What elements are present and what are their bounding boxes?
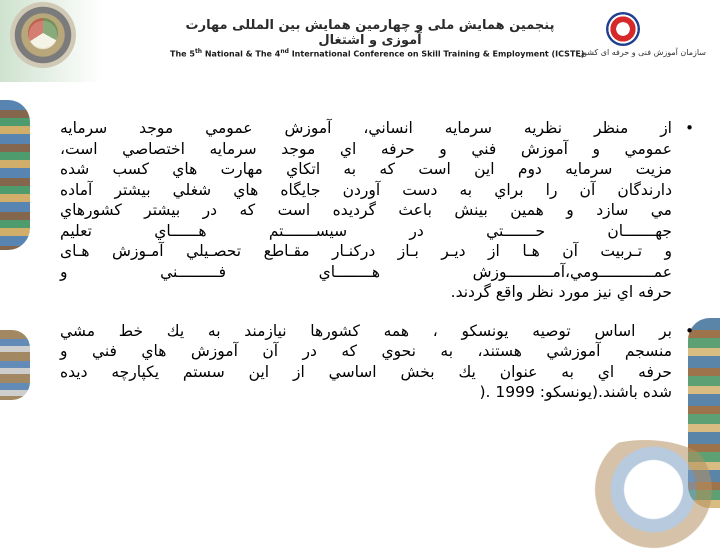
organization-logo-icon — [606, 12, 640, 46]
text-line: و تـربيت آن هـا از ديـر بـاز دركنـار مقـاطع تحصـيلي آمـوزش هـای — [60, 242, 672, 260]
bullet-icon: • — [685, 119, 694, 137]
conference-title-persian: پنجمین همایش ملی و چهارمین همایش بین المللی مهارت آموزی و اشتغال — [185, 18, 555, 48]
bullet-item — [60, 321, 694, 403]
bullet-icon: • — [685, 321, 694, 340]
text-line: عمــــــــــــومي،آمــــــــــوزش هــــــــاي فـــــــــني و — [60, 262, 672, 281]
gear-collage-bottom-icon — [560, 440, 720, 550]
bullet-item — [60, 118, 694, 303]
text-line: جهـــــــان حـــــــتي در سيســـــــتم هــــــاي تعليم — [60, 221, 672, 240]
conference-title-english: The 5th National & The 4nd International Conference on Skill Training & Employment (ICSTE) — [170, 48, 585, 59]
gear-collage-left-icon — [0, 100, 30, 250]
text-line: حرفه اي نيز مورد نظر واقع گردند. — [450, 283, 672, 301]
header-banner — [0, 0, 720, 82]
text-line: منسجم آموزشي هستند، به نحوي كه در آن آموزش هاي فني و — [60, 342, 672, 360]
text-line: از منظر نظريه سرمايه انساني، آموزش عمومي موجد سرمايه — [60, 119, 672, 137]
text-line: حرفه اي به عنوان يك بخش اساسي از اين سستم يكپارچه ديده — [60, 362, 672, 381]
text-line: دارندگان آن را براي به دست آوردن جايگاه هاي شغلي بيشتر آماده — [60, 180, 672, 199]
text-line: بر اساس توصيه يونسكو ، همه كشورها نيازمند به يك خط مشي — [60, 321, 672, 340]
text-line: عمومي و آموزش فني و حرفه اي موجد سرمايه اختصاصي است، — [60, 139, 672, 158]
bullet-list — [60, 118, 694, 403]
organization-name: سازمان آموزش فنی و حرفه ای کشور — [579, 48, 706, 57]
conference-emblem-icon — [10, 2, 76, 68]
text-line: شده باشند.(يونسكو: 1999 .( — [479, 383, 672, 401]
text-line: مزيت سرمايه دوم اين است كه به اتكاي مهارت هاي كسب شده — [60, 160, 672, 178]
gear-collage-left-lower-icon — [0, 330, 30, 400]
slide-body — [60, 118, 694, 403]
text-line: مي سازد و همين بينش باعث گرديده است كه در بيشتر كشورهاي — [60, 201, 672, 219]
